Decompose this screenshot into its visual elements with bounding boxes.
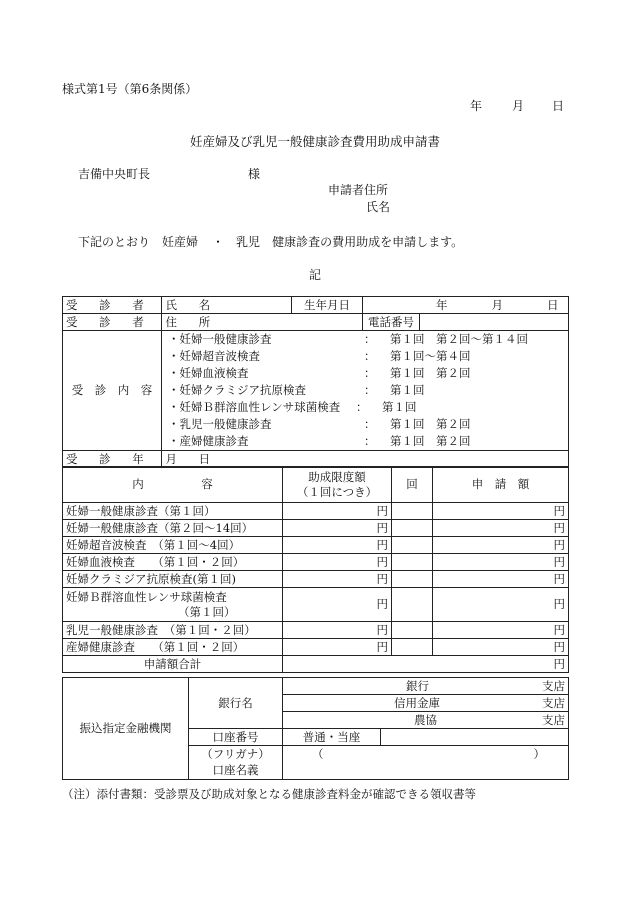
cost-row — [63, 503, 569, 520]
date-year: 年 — [470, 99, 483, 113]
content-item — [168, 331, 568, 348]
col-content-header: 内 容 — [63, 467, 283, 503]
bank-type-3: 農協 — [414, 712, 437, 727]
content-item-name: ・乳児一般健康診査 — [168, 417, 272, 431]
cost-row — [63, 588, 569, 622]
cost-row-amount[interactable]: 円 — [433, 503, 569, 520]
cost-row-label — [63, 537, 283, 554]
cost-row-amount[interactable]: 円 — [433, 554, 569, 571]
furigana-label: （フリガナ） — [189, 746, 283, 763]
cost-row-limit: 円 — [283, 537, 392, 554]
birth-date-input[interactable] — [363, 297, 569, 314]
exam-date-label: 受 診 年 月 日 — [63, 451, 162, 468]
cost-row-amount[interactable]: 円 — [433, 571, 569, 588]
cost-row-count[interactable] — [392, 622, 433, 639]
content-item-colon: ： — [364, 383, 376, 397]
cost-row-label — [63, 503, 283, 520]
date-month: 月 — [512, 99, 525, 113]
birth-day: 日 — [547, 297, 559, 312]
content-item-name: ・妊婦超音波検査 — [168, 349, 260, 363]
cost-row-line1: 妊婦超音波検査 （第１回～4回） — [66, 537, 241, 552]
addressee-honorific: 様 — [248, 167, 261, 181]
cost-row-label — [63, 639, 283, 656]
intro-option-infant[interactable]: 乳児 — [236, 235, 261, 249]
content-item-name: ・妊婦血液検査 — [168, 366, 249, 380]
cost-row-line1: 妊婦血液検査 （第１回・２回） — [66, 554, 245, 569]
intro-prefix: 下記のとおり — [78, 235, 151, 249]
birth-month: 月 — [491, 297, 503, 312]
intro-dot: ・ — [212, 235, 225, 249]
cost-row — [63, 571, 569, 588]
account-name-label: 口座名義 — [189, 763, 283, 780]
applicant-name-label: 氏名 — [366, 200, 391, 214]
total-label: 申請額合計 — [63, 656, 283, 673]
cost-row-line1: 妊婦Ｂ群溶血性レンサ球菌検査 — [66, 589, 227, 604]
bank-branch-1: 支店 — [542, 678, 565, 693]
cost-row-line1: 産婦健康診査 （第１回・２回） — [66, 639, 245, 654]
account-name-input[interactable] — [283, 763, 569, 780]
bank-type-2: 信用金庫 — [394, 695, 440, 710]
form-number: 様式第1号（第6条関係） — [62, 82, 198, 96]
cost-row-limit: 円 — [283, 503, 392, 520]
date-day: 日 — [552, 99, 565, 113]
cost-row-line2: （第１回） — [178, 604, 236, 619]
content-item — [168, 416, 568, 433]
cost-row-count[interactable] — [392, 588, 433, 622]
col-amount-header: 申 請 額 — [433, 467, 569, 503]
content-list — [162, 331, 569, 451]
cost-row — [63, 520, 569, 537]
content-item — [168, 365, 568, 382]
content-item-times: 第１回 第２回 — [390, 434, 471, 448]
cost-row-label — [63, 554, 283, 571]
cost-row-count[interactable] — [392, 537, 433, 554]
content-label: 受 診 内 容 — [63, 331, 162, 451]
applicant-address-label: 申請者住所 — [328, 183, 389, 197]
content-item-times: 第１回 第２回 — [390, 366, 471, 380]
cost-row-limit: 円 — [283, 520, 392, 537]
content-item-name: ・産婦健康診査 — [168, 434, 249, 448]
cost-row-line1: 妊婦一般健康診査（第１回） — [66, 503, 216, 518]
cost-row-limit: 円 — [283, 571, 392, 588]
bank-type-row-1[interactable] — [283, 678, 569, 695]
content-item-colon: ： — [364, 349, 376, 363]
cost-row-amount[interactable]: 円 — [433, 537, 569, 554]
content-item-colon: ： — [364, 366, 376, 380]
account-number-label: 口座番号 — [189, 729, 283, 746]
bank-type-row-3[interactable] — [283, 712, 569, 729]
cost-row-label — [63, 520, 283, 537]
content-item-times: 第１回～第４回 — [390, 349, 471, 363]
col-limit-header — [283, 467, 392, 503]
cost-row-limit: 円 — [283, 622, 392, 639]
intro-option-pregnant[interactable]: 妊産婦 — [162, 235, 199, 249]
cost-row-count[interactable] — [392, 571, 433, 588]
content-item — [168, 382, 568, 399]
bank-section-label: 振込指定金融機関 — [63, 678, 189, 780]
patient-name-label: 受 診 者 氏 名 — [63, 297, 162, 314]
cost-row-line1: 妊婦一般健康診査（第２回～14回） — [66, 520, 254, 535]
cost-table — [62, 466, 569, 673]
cost-row-count[interactable] — [392, 520, 433, 537]
cost-row-count[interactable] — [392, 639, 433, 656]
cost-row — [63, 537, 569, 554]
cost-row-amount[interactable]: 円 — [433, 639, 569, 656]
cost-row-line1: 乳児一般健康診査 （第１回・２回） — [66, 622, 256, 637]
cost-row-label — [63, 622, 283, 639]
content-item-colon: ： — [364, 434, 376, 448]
content-item-name: ・妊婦クラミジア抗原検査 — [168, 383, 306, 397]
patient-address-label: 受 診 者 住 所 — [63, 314, 162, 331]
content-item-colon: ： — [356, 400, 368, 414]
account-number-input[interactable] — [381, 729, 569, 746]
bank-branch-3: 支店 — [542, 712, 565, 727]
phone-input[interactable] — [420, 314, 569, 331]
bank-branch-2: 支店 — [542, 695, 565, 710]
content-item — [168, 348, 568, 365]
birth-year: 年 — [436, 297, 448, 312]
cost-row — [63, 639, 569, 656]
cost-row — [63, 622, 569, 639]
col-count-header: 回 — [392, 467, 433, 503]
bank-table — [62, 677, 569, 780]
cost-row-count[interactable] — [392, 503, 433, 520]
note: （注）添付書類：受診票及び助成対象となる健康診査料金が確認できる領収書等 — [62, 787, 476, 801]
content-item-colon: ： — [364, 332, 376, 346]
cost-row-label — [63, 571, 283, 588]
patient-table — [62, 296, 569, 468]
cost-row-count[interactable] — [392, 554, 433, 571]
cost-row-amount[interactable]: 円 — [433, 588, 569, 622]
intro-suffix: 健康診査の費用助成を申請します。 — [272, 235, 464, 249]
cost-row — [63, 554, 569, 571]
bank-name-label: 銀行名 — [189, 678, 283, 729]
account-type[interactable]: 普通・当座 — [283, 729, 381, 746]
content-item-times: 第１回 — [390, 383, 425, 397]
cost-row-amount[interactable]: 円 — [433, 520, 569, 537]
cost-row-label — [63, 588, 283, 622]
cost-row-limit: 円 — [283, 639, 392, 656]
bank-type-1: 銀行 — [406, 678, 429, 693]
paren-close: ） — [533, 746, 545, 761]
furigana-input[interactable] — [283, 746, 569, 763]
content-item — [168, 399, 568, 416]
addressee-name: 吉備中央町長 — [78, 167, 151, 181]
content-item-colon: ： — [364, 417, 376, 431]
content-item-times: 第１回 第２回～第１４回 — [390, 332, 528, 346]
intro-sentence — [78, 233, 463, 250]
content-item-name: ・妊婦Ｂ群溶血性レンサ球菌検査 — [168, 400, 341, 414]
birth-date-label: 生年月日 — [292, 297, 363, 314]
content-item-times: 第１回 — [382, 400, 417, 414]
cost-row-amount[interactable]: 円 — [433, 622, 569, 639]
exam-date-input[interactable] — [162, 451, 569, 468]
ki-label: 記 — [308, 268, 321, 282]
col-limit-line2: （１回につき） — [296, 484, 378, 499]
phone-label: 電話番号 — [363, 314, 420, 331]
col-limit-line1: 助成限度額 — [308, 469, 366, 484]
document-title: 妊産婦及び乳児一般健康診査費用助成申請書 — [189, 134, 440, 149]
content-item — [168, 433, 568, 450]
cost-row-limit: 円 — [283, 588, 392, 622]
paren-open: （ — [312, 746, 324, 761]
bank-type-row-2[interactable] — [283, 695, 569, 712]
content-item-name: ・妊婦一般健康診査 — [168, 332, 272, 346]
content-item-times: 第１回 第２回 — [390, 417, 471, 431]
total-amount[interactable]: 円 — [283, 656, 569, 673]
cost-row-limit: 円 — [283, 554, 392, 571]
cost-row-line1: 妊婦クラミジア抗原検査(第１回) — [66, 571, 236, 586]
